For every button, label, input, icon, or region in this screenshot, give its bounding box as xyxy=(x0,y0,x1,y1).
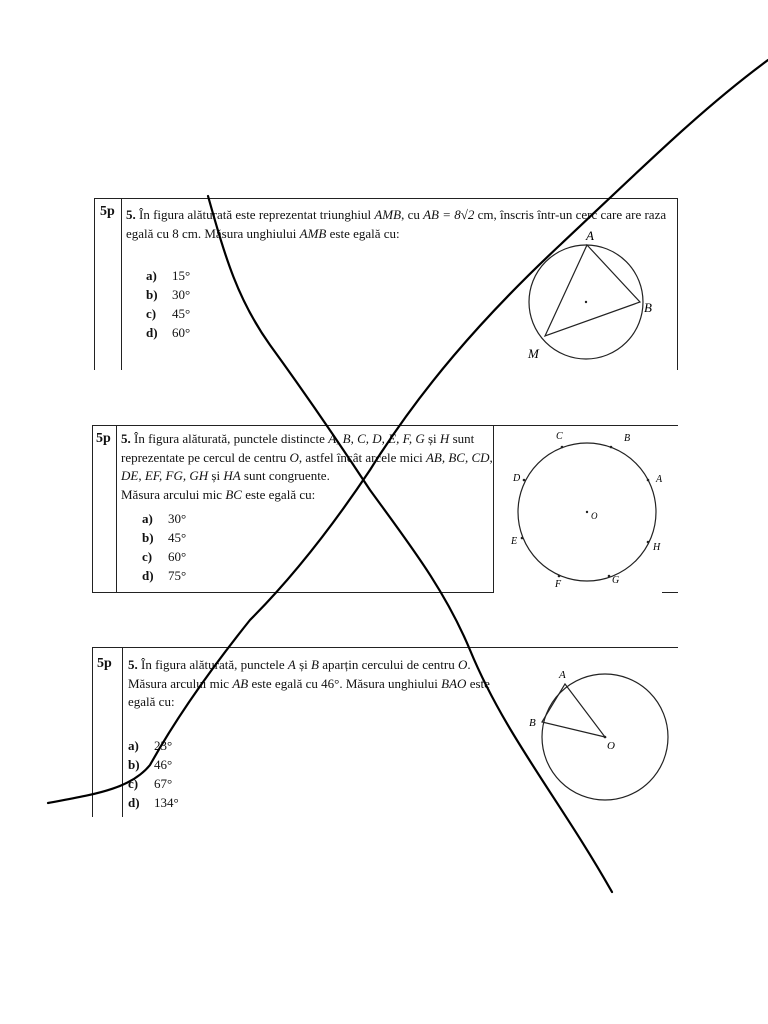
q3-col-rule xyxy=(122,647,123,817)
q2-figure xyxy=(500,428,670,590)
q1-options xyxy=(146,266,190,342)
q2-number: 5. xyxy=(121,431,131,446)
q2-label-b: B xyxy=(624,433,631,444)
q2-text-rule xyxy=(493,425,494,593)
q3-options xyxy=(128,736,179,812)
q2-option-b[interactable]: b) 45° xyxy=(142,530,187,545)
q2-label-c: C xyxy=(556,431,563,442)
q1-number: 5. xyxy=(126,207,136,222)
q3-points: 5p xyxy=(97,656,112,671)
q1-col-rule xyxy=(121,198,122,370)
q2-left-rule xyxy=(92,425,93,593)
q3-statement: 5. În figura alăturată, punctele A și B aparțin cercului de centru O. Măsura arcului mic AB este egală cu 46°. Măsura unghiului BAO este egală cu: xyxy=(128,657,490,709)
q3-figure xyxy=(525,665,675,807)
q2-label-e: E xyxy=(511,536,518,547)
q1-label-m: M xyxy=(528,346,539,361)
q1-label-b: B xyxy=(644,300,652,315)
q2-option-d[interactable]: d) 75° xyxy=(142,568,187,583)
q3-left-rule xyxy=(92,647,93,817)
q2-label-d: D xyxy=(513,473,521,484)
q1-right-rule xyxy=(677,198,678,370)
q3-option-d[interactable]: d) 134° xyxy=(128,795,179,810)
q1-left-rule xyxy=(94,198,95,370)
q1-option-c[interactable]: c) 45° xyxy=(146,306,191,321)
q3-label-b: B xyxy=(529,717,536,729)
q1-figure xyxy=(520,222,670,368)
q3-top-rule xyxy=(92,647,678,648)
q3-option-c[interactable]: c) 67° xyxy=(128,776,173,791)
q1-top-rule xyxy=(94,198,678,199)
q2-points: 5p xyxy=(96,431,111,446)
q2-label-g: G xyxy=(612,575,620,586)
q2-option-c[interactable]: c) 60° xyxy=(142,549,187,564)
q1-points: 5p xyxy=(100,204,115,219)
q1-statement: 5. În figura alăturată este reprezentat triunghiul AMB, cu AB = 8√2 cm, înscris într-un cerc care are raza egală cu 8 cm. Măsura unghiului AMB este egală cu: xyxy=(126,207,667,241)
q2-label-h: H xyxy=(653,542,661,553)
q2-bottom-rule-short xyxy=(662,592,678,593)
q2-statement: 5. În figura alăturată, punctele distincte A, B, C, D, E, F, G și H sunt reprezentate pe cercul de centru O, astfel încât arcele mici AB, BC, CD, DE, EF, FG, GH și HA sunt congruente. Măsura arcului mic BC este egală cu: xyxy=(121,431,493,502)
q3-option-a[interactable]: a) 23° xyxy=(128,738,173,753)
q2-top-rule xyxy=(92,425,678,426)
q2-label-f: F xyxy=(555,579,562,590)
q2-option-a[interactable]: a) 30° xyxy=(142,511,187,526)
q2-label-o: O xyxy=(591,511,598,521)
q2-col-rule xyxy=(116,425,117,593)
q1-option-a[interactable]: a) 15° xyxy=(146,268,191,283)
q3-number: 5. xyxy=(128,657,138,672)
q2-options xyxy=(142,509,186,585)
q2-label-a: A xyxy=(656,474,663,485)
q1-option-b[interactable]: b) 30° xyxy=(146,287,191,302)
q1-label-a: A xyxy=(586,228,594,243)
q1-option-d[interactable]: d) 60° xyxy=(146,325,191,340)
q3-label-o: O xyxy=(607,740,615,752)
q3-option-b[interactable]: b) 46° xyxy=(128,757,173,772)
q2-bottom-rule xyxy=(92,592,493,593)
q3-label-a: A xyxy=(559,669,566,681)
